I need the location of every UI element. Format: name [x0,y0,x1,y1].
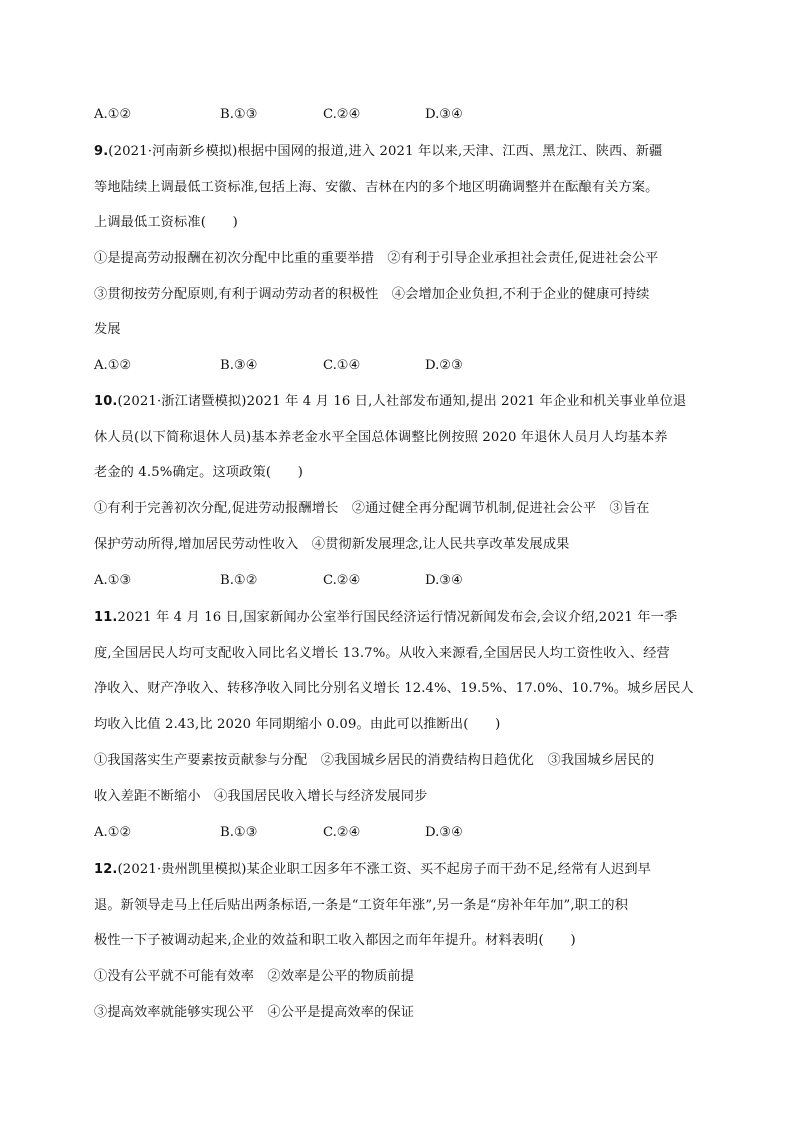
question-11-line-2: 度,全国居民人均可支配收入同比名义增长 13.7%。从收入来源看,全国居民人均工资性收入、经营 [94,646,670,661]
question-12-line-2: 退。新领导走马上任后贴出两条标语,一条是“工资年年涨”,另一条是“房补年年加”,职工的积 [94,898,629,913]
question-9-statement-line-2: ③贯彻按劳分配原则,有利于调动劳动者的积极性 ④会增加企业负担,不利于企业的健康可持续 [94,287,650,302]
question-12-statement-line-2: ③提高效率就能够实现公平 ④公平是提高效率的保证 [94,1005,415,1020]
question-9-line-3: 上调最低工资标准( ) [94,215,238,230]
option-c: C.②④ [323,825,361,840]
question-10-line-1 [94,393,686,411]
question-10-statement-line-1: ①有利于完善初次分配,促进劳动报酬增长 ②通过健全再分配调节机制,促进社会公平 ③旨在 [94,501,650,516]
question-text: (2021·河南新乡模拟)根据中国网的报道,进入 2021 年以来,天津、江西、黑龙江、陕西、新疆 [108,144,663,159]
option-b: B.①③ [220,107,258,122]
question-9-line-1 [94,143,662,161]
question-text: (2021·浙江诸暨模拟)2021 年 4 月 16 日,人社部发布通知,提出 2021 年企业和机关事业单位退 [117,394,687,409]
question-12-line-3: 极性一下子被调动起来,企业的效益和职工收入都因之而年年提升。材料表明( ) [94,933,576,948]
option-a: A.①③ [94,573,132,588]
question-number: 12. [94,862,118,877]
question-11-line-3: 净收入、财产净收入、转移净收入同比分别名义增长 12.4%、19.5%、17.0%、10.7%。城乡居民人 [94,681,694,696]
option-d: D.②③ [425,358,463,373]
option-c: C.②④ [323,107,361,122]
question-11-statement-line-2: 收入差距不断缩小 ④我国居民收入增长与经济发展同步 [94,789,428,804]
question-10-line-3: 老金的 4.5%确定。这项政策( ) [94,465,304,480]
option-a: A.①② [94,107,132,122]
question-9-statement-line-1: ①是提高劳动报酬在初次分配中比重的重要举措 ②有利于引导企业承担社会责任,促进社会公平 [94,251,659,266]
question-9-statement-line-3: 发展 [94,322,121,337]
option-d: D.③④ [425,825,463,840]
question-number: 9. [94,144,109,159]
option-b: B.①③ [220,825,258,840]
option-b: B.③④ [220,358,258,373]
question-11-line-1 [94,609,677,627]
question-10-statement-line-2: 保护劳动所得,增加居民劳动性收入 ④贯彻新发展理念,让人民共享改革发展成果 [94,537,570,552]
option-b: B.①② [220,573,258,588]
question-12-statement-line-1: ①没有公平就不可能有效率 ②效率是公平的物质前提 [94,969,415,984]
option-a: A.①② [94,825,132,840]
option-d: D.③④ [425,573,463,588]
option-c: C.②④ [323,573,361,588]
question-11-line-4: 均收入比值 2.43,比 2020 年同期缩小 0.09。由此可以推断出( ) [94,717,501,732]
question-number: 11. [94,610,118,625]
question-9-line-2: 等地陆续上调最低工资标准,包括上海、安徽、吉林在内的多个地区明确调整并在酝酿有关方案。 [94,180,659,195]
option-d: D.③④ [425,107,463,122]
question-text: (2021·贵州凯里模拟)某企业职工因多年不涨工资、买不起房子而干劲不足,经常有人迟到早 [117,862,652,877]
question-11-statement-line-1: ①我国落实生产要素按贡献参与分配 ②我国城乡居民的消费结构日趋优化 ③我国城乡居民的 [94,753,655,768]
question-10-line-2: 休人员(以下简称退休人员)基本养老金水平全国总体调整比例按照 2020 年退休人员月人均基本养 [94,430,668,445]
option-c: C.①④ [323,358,361,373]
option-a: A.①② [94,358,132,373]
question-12-line-1 [94,861,651,879]
question-number: 10. [94,394,118,409]
question-text: 2021 年 4 月 16 日,国家新闻办公室举行国民经济运行情况新闻发布会,会议介绍,2021 年一季 [117,610,678,625]
